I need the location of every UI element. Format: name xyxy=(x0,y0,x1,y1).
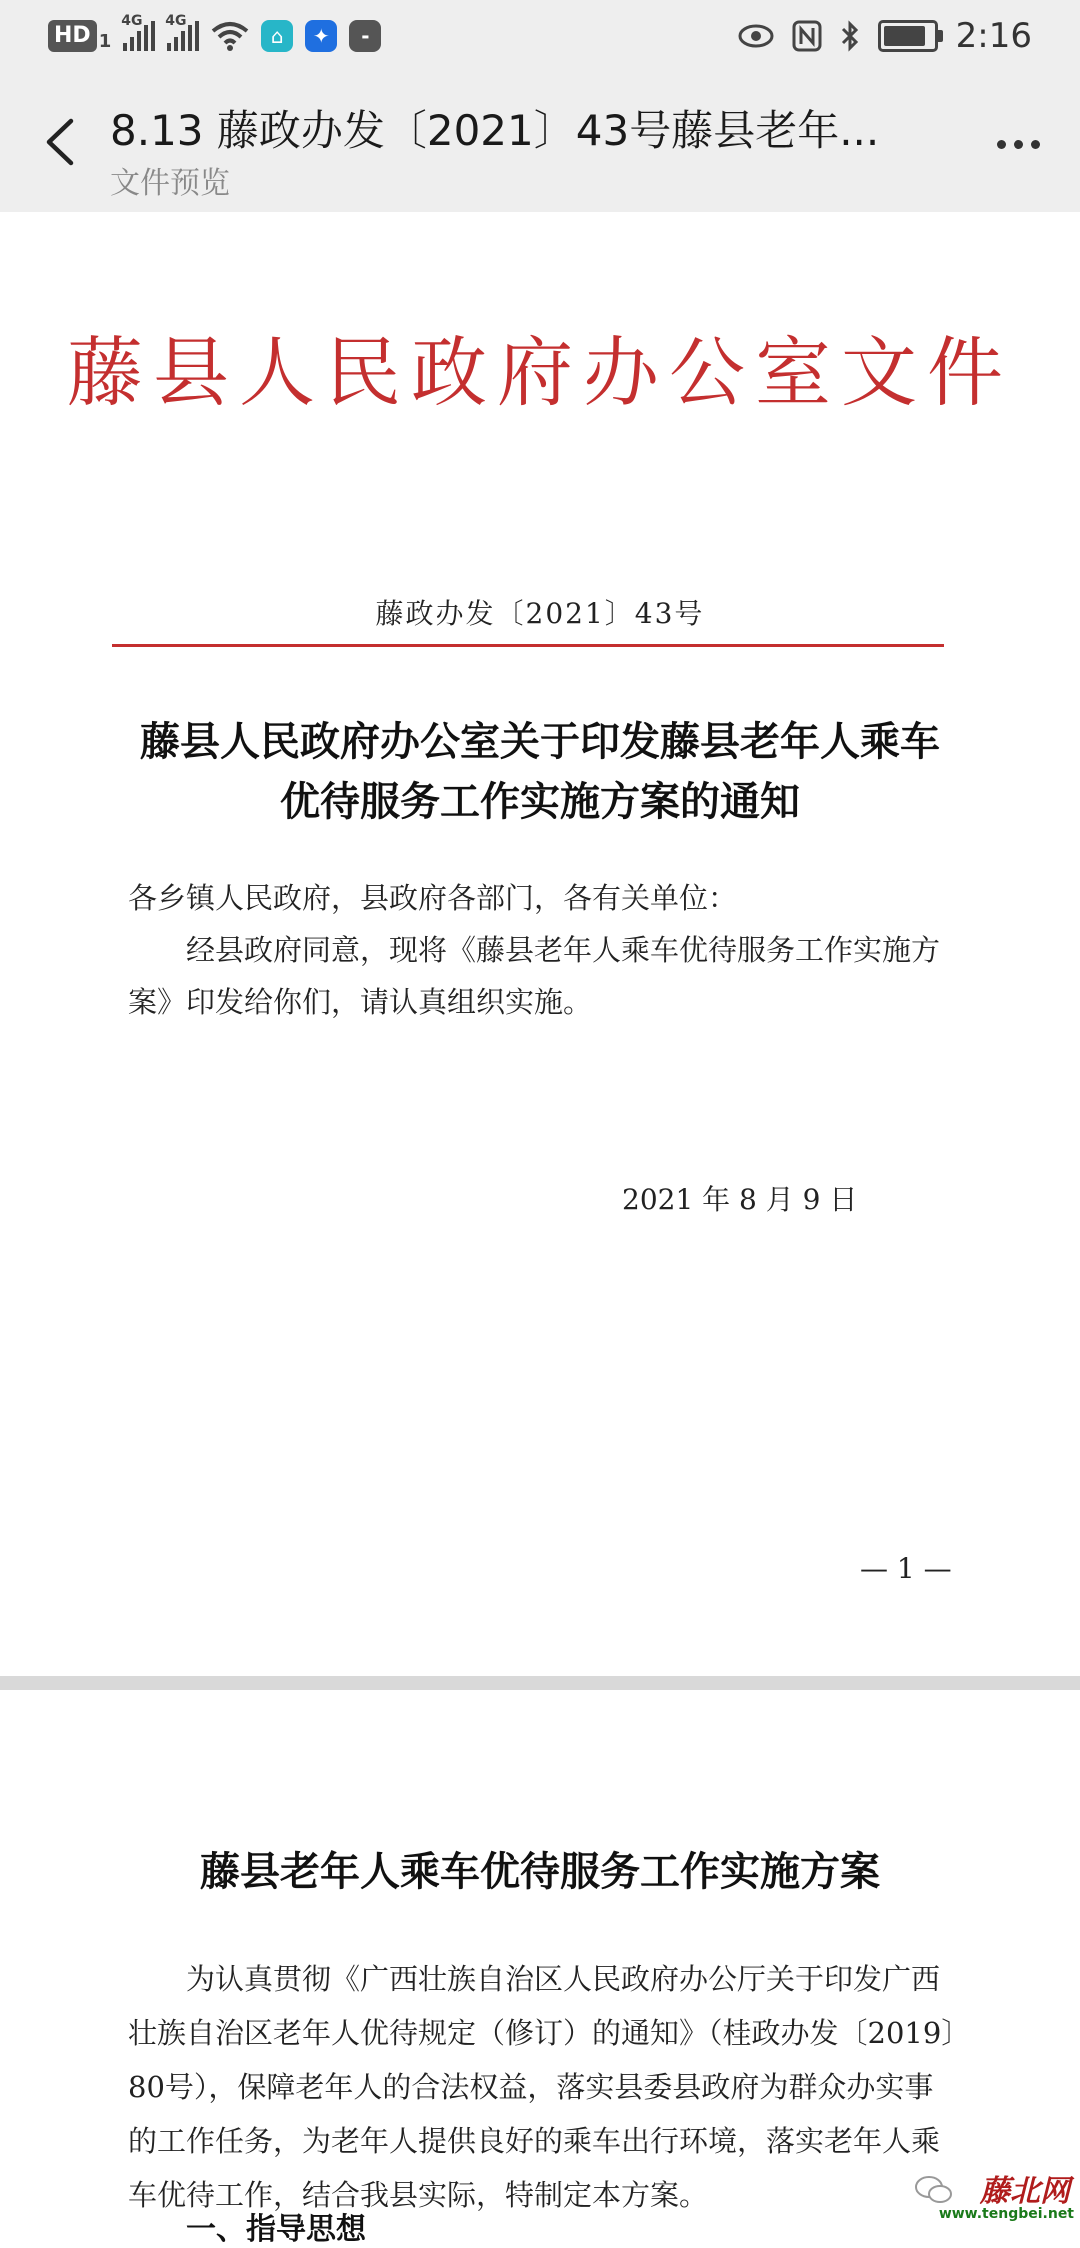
bluetooth-icon xyxy=(840,20,860,52)
document-page-2[interactable] xyxy=(0,1690,1080,2247)
page-number: — 1 — xyxy=(860,1552,952,1585)
battery-icon xyxy=(878,20,938,52)
status-bar xyxy=(0,0,1080,80)
page-separator xyxy=(0,1676,1080,1690)
title-bar xyxy=(0,80,1080,212)
government-header: 藤县人民政府办公室文件 xyxy=(67,328,1013,417)
back-button[interactable] xyxy=(28,110,92,174)
chevron-left-icon xyxy=(43,117,77,167)
wifi-icon xyxy=(211,21,249,51)
lightbulb-app-icon: ✦ xyxy=(305,20,337,52)
red-divider xyxy=(112,644,944,647)
network-type-label: 4G xyxy=(121,13,143,29)
more-dot-icon xyxy=(1014,140,1023,149)
document-subtitle: 文件预览 xyxy=(110,166,230,201)
plan-paragraph: 为认真贯彻《广西壮族自治区人民政府办公厅关于印发广西壮族自治区老年人优待规定（修订）的通知》（桂政办发〔2019〕80号），保障老年人的合法权益，落实县委县政府为群众办实事的工作任务，为老年人提供良好的乘车出行环境，落实老年人乘车优待工作，结合我县实际，特制定本方案。 xyxy=(128,1962,956,2212)
signal-strength-icon xyxy=(165,13,199,51)
hd-icon: HD xyxy=(48,20,97,52)
signal-strength-icon xyxy=(121,13,155,51)
notice-title-line: 藤县人民政府办公室关于印发藤县老年人乘车 xyxy=(140,718,940,765)
more-dot-icon xyxy=(997,140,1006,149)
plan-title: 藤县老年人乘车优待服务工作实施方案 xyxy=(200,1848,880,1895)
huawei-app-icon: ▬ xyxy=(349,20,381,52)
smart-home-app-icon: ⌂ xyxy=(261,20,293,52)
notice-paragraph: 经县政府同意，现将《藤县老年人乘车优待服务工作实施方案》印发给你们，请认真组织实施。 xyxy=(128,933,941,1019)
notice-title-line: 优待服务工作实施方案的通知 xyxy=(280,778,800,825)
watermark-logo: 藤北网 xyxy=(980,2174,1070,2209)
section-heading: 一、指导思想 xyxy=(186,2212,366,2247)
watermark-url: www.tengbei.net xyxy=(938,2206,1074,2222)
sim-label: 1 xyxy=(98,30,112,52)
eye-comfort-icon xyxy=(738,23,774,49)
nfc-icon xyxy=(792,20,822,52)
issue-date: 2021 年 8 月 9 日 xyxy=(622,1183,858,1216)
more-dot-icon xyxy=(1031,140,1040,149)
notice-title xyxy=(100,712,980,832)
wechat-icon xyxy=(914,2174,954,2206)
network-type-label: 4G xyxy=(165,13,187,29)
status-right-icons xyxy=(738,16,1032,56)
status-left-icons xyxy=(48,13,381,52)
document-page-1[interactable] xyxy=(0,212,1080,1676)
watermark xyxy=(914,2166,1074,2232)
document-number: 藤政办发〔2021〕43号 xyxy=(375,597,705,630)
recipients: 各乡镇人民政府，县政府各部门，各有关单位： xyxy=(128,881,738,915)
more-options-button[interactable] xyxy=(986,120,1050,168)
document-title: 8.13 藤政办发〔2021〕43号藤县老年... xyxy=(110,106,880,155)
clock: 2:16 xyxy=(955,16,1032,56)
